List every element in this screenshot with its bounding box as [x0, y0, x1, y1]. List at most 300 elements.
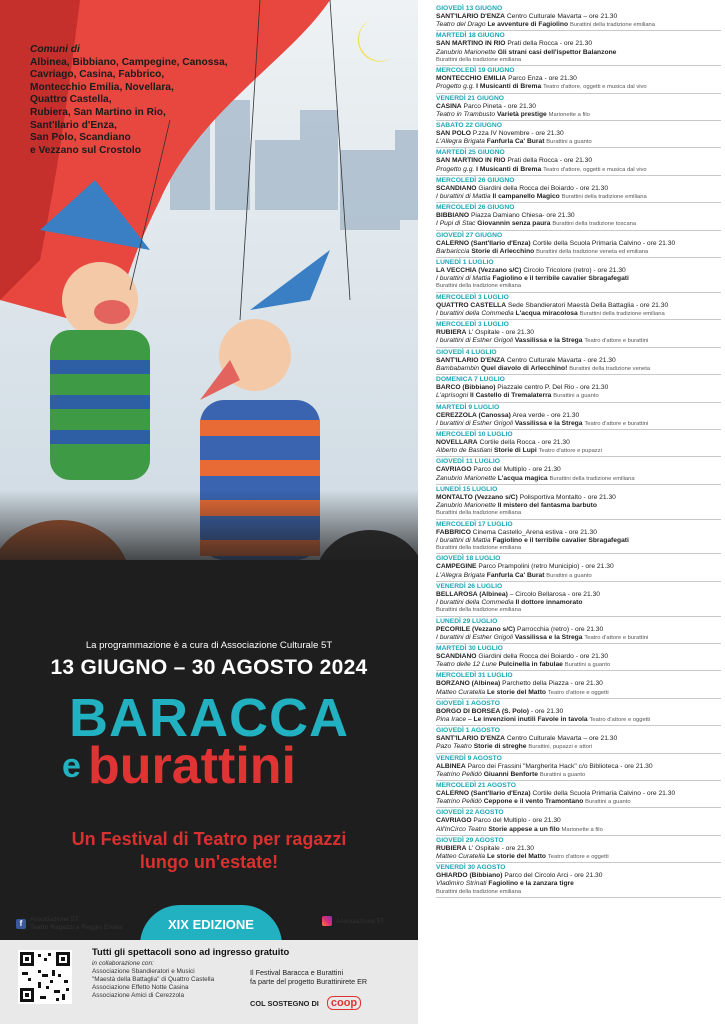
- event-item: [436, 320, 721, 347]
- event-place: RUBIERA: [436, 844, 467, 852]
- event-item: [436, 554, 721, 581]
- event-venue: L' Ospitale - ore 21.30: [468, 329, 534, 337]
- event-genre: Teatro d'attore e oggetti: [547, 689, 609, 696]
- event-company: Pazo Teatro: [436, 743, 472, 751]
- event-show-line: [436, 166, 721, 174]
- event-company: Zanubrio Marionette: [436, 501, 496, 509]
- logo-e: e: [62, 747, 81, 785]
- event-company: L'aprisogni: [436, 392, 469, 400]
- event-genre: Teatro d'attore e burattini: [584, 338, 649, 345]
- event-title: Storie di Arlecchino: [471, 247, 535, 255]
- event-show-line: [436, 447, 721, 455]
- event-place-line: [436, 817, 721, 825]
- comuni-line: Rubiera, San Martino in Rio,: [30, 106, 166, 118]
- event-item: [436, 430, 721, 457]
- event-title: Le storie del Matto: [486, 688, 547, 696]
- event-company: I burattini della Commedia: [436, 598, 514, 606]
- event-title: Fagiolino e la zanzara tigre: [488, 880, 574, 888]
- event-place: QUATTRO CASTELLA: [436, 301, 507, 309]
- event-genre: Burattini della tradizione emiliana: [436, 56, 522, 63]
- event-place: BORGO DI BORSEA (S. Polo): [436, 707, 530, 715]
- event-company: Matteo Curatella: [436, 688, 486, 696]
- event-venue: Parchetto della Piazza - ore 21.30: [502, 680, 603, 688]
- event-company: Zanubrio Marionette: [436, 48, 496, 56]
- facebook-link[interactable]: [16, 916, 122, 932]
- sponsor: [250, 996, 361, 1010]
- event-date: GIOVEDÌ 27 GIUGNO: [436, 231, 503, 239]
- event-place: MONTALTO (Vezzano s/C): [436, 493, 518, 501]
- event-place-line: [436, 872, 721, 880]
- event-genre: Burattini della tradizione emiliana: [436, 510, 522, 517]
- event-show-line: [436, 310, 721, 318]
- event-schedule: [436, 4, 721, 1024]
- event-place: CALERNO (Sant'Ilario d'Enza): [436, 239, 531, 247]
- event-item: [436, 582, 721, 617]
- event-company: Pina Irace –: [436, 715, 472, 723]
- event-item: [436, 726, 721, 753]
- comuni-list: [30, 44, 230, 157]
- event-place: CALERNO (Sant'Ilario d'Enza): [436, 790, 531, 797]
- event-place-line: [436, 735, 721, 743]
- event-place-line: [436, 653, 721, 661]
- event-show-line: [436, 275, 721, 283]
- event-show-line: [436, 420, 721, 428]
- event-date: GIOVEDÌ 29 AGOSTO: [436, 836, 504, 844]
- event-venue: Cortile della Scuola Primaria Calvino - ore 21.30: [532, 239, 676, 247]
- event-date: MERCOLEDÌ 17 LUGLIO: [436, 520, 513, 528]
- event-date: MERCOLEDÌ 21 AGOSTO: [436, 782, 516, 789]
- event-show-line: [436, 771, 721, 779]
- event-date: LUNEDÌ 15 LUGLIO: [436, 485, 498, 493]
- event-place-line: [436, 185, 721, 193]
- event-item: [436, 231, 721, 258]
- collab-item: Associazione Effetto Notte Casina: [92, 984, 189, 991]
- event-place: ALBINEA: [436, 762, 466, 770]
- event-place-line: [436, 790, 721, 798]
- event-place-line: [436, 626, 721, 634]
- event-title: Il mistero del fantasma barbuto: [497, 501, 597, 509]
- event-date: MARTEDÌ 9 LUGLIO: [436, 403, 500, 411]
- event-show-line: [436, 716, 721, 724]
- event-date: GIOVEDÌ 4 LUGLIO: [436, 348, 497, 356]
- event-item: [436, 258, 721, 293]
- event-place: BELLAROSA (Albinea): [436, 590, 508, 598]
- event-title: Quel diavolo di Arlecchino!: [480, 364, 568, 372]
- event-title: I Musicanti di Brema: [476, 165, 542, 173]
- event-item: [436, 671, 721, 698]
- comuni-line: e Vezzano sul Crostolo: [30, 144, 141, 156]
- event-show-line: [436, 798, 721, 806]
- coop-logo-icon: coop: [327, 996, 361, 1010]
- event-venue: Giardini della Rocca dei Boiardo - ore 21.30: [478, 184, 609, 192]
- event-date: GIOVEDÌ 11 LUGLIO: [436, 458, 500, 466]
- comuni-title: Comuni di: [30, 44, 80, 55]
- event-venue: Parco del Circolo Arci - ore 21.30: [504, 872, 603, 880]
- event-genre: Burattini a guanto: [539, 771, 586, 778]
- event-date: MERCOLEDÌ 10 LUGLIO: [436, 430, 513, 438]
- event-company: Teatro del Drago: [436, 21, 486, 29]
- event-place-line: [436, 40, 721, 48]
- event-place: BORZANO (Albinea): [436, 680, 501, 688]
- event-place-line: [436, 845, 721, 853]
- event-venue: Cortile della Rocca - ore 21.30: [479, 438, 570, 446]
- event-venue: Circolo Tricolore (retro) - ore 21.30: [523, 267, 626, 275]
- event-genre: Teatro d'attore e oggetti: [547, 854, 609, 861]
- event-place: SAN MARTINO IN RIO: [436, 40, 506, 48]
- event-genre: Burattini della tradizione emiliana: [436, 283, 522, 290]
- event-date: MERCOLEDÌ 26 GIUGNO: [436, 176, 515, 184]
- event-venue: Centro Culturale Mavarta - ore 21.30: [506, 356, 616, 364]
- event-genre: Burattini della tradizione emiliana: [436, 607, 522, 614]
- facebook-line: Teatro Ragazzi a Reggio Emilia: [30, 924, 122, 931]
- event-title: Fanfurla Ca' Burat: [486, 571, 545, 579]
- comuni-line: Cavriago, Casina, Fabbrico,: [30, 69, 165, 81]
- logo-burattini: burattini: [88, 737, 296, 795]
- event-genre: Burattini a guanto: [546, 139, 592, 146]
- event-venue: L' Ospitale - ore 21.30: [468, 844, 534, 852]
- event-genre: Marionette a filo: [561, 826, 603, 833]
- qr-code-icon[interactable]: [18, 950, 72, 1004]
- event-venue: Prati della Rocca - ore 21.30: [507, 40, 593, 48]
- event-date: DOMENICA 7 LUGLIO: [436, 376, 505, 384]
- event-place-line: [436, 591, 721, 599]
- event-genre: Burattini della tradizione emiliana: [436, 888, 522, 895]
- tagline-line: lungo un'estate!: [139, 852, 279, 872]
- event-title: Vassilissa e la Strega: [514, 337, 583, 345]
- event-place-line: [436, 763, 721, 771]
- free-entry-text: Tutti gli spettacoli sono ad ingresso gratuito: [92, 946, 290, 957]
- event-genre: Teatro d'attore e burattini: [584, 634, 649, 641]
- event-item: [436, 781, 721, 808]
- event-title: Le avventure di Fagiolino: [487, 21, 569, 29]
- event-place: SAN MARTINO IN RIO: [436, 157, 506, 165]
- event-item: [436, 293, 721, 320]
- instagram-label: Associazione 5T: [336, 917, 385, 925]
- event-venue: Parco Enza - ore 21.30: [508, 75, 577, 83]
- event-genre: Burattini, pupazzi e attori: [528, 744, 593, 751]
- collab-title: in collaborazione con:: [92, 960, 154, 967]
- event-title: Gli strani casi dell'ispettor Balanzone: [497, 48, 617, 56]
- event-venue: Parco del Multiplo - ore 21.30: [473, 817, 561, 825]
- event-place: CAVRIAGO: [436, 466, 472, 474]
- event-item: [436, 808, 721, 835]
- event-item: [436, 148, 721, 175]
- event-place-line: [436, 130, 721, 138]
- event-title: Giovannin senza paura: [477, 220, 551, 228]
- event-place-line: [436, 157, 721, 165]
- event-item: [436, 66, 721, 93]
- event-show-line: [436, 337, 721, 345]
- event-place: CEREZZOLA (Canossa): [436, 411, 511, 419]
- event-date: GIOVEDÌ 1 AGOSTO: [436, 727, 500, 735]
- event-venue: Area verde - ore 21.30: [512, 411, 580, 419]
- event-title: Vassilissa e la Strega: [514, 419, 583, 427]
- event-item: [436, 520, 721, 555]
- event-date: MERCOLEDÌ 3 LUGLIO: [436, 321, 509, 329]
- event-place: RUBIERA: [436, 329, 467, 337]
- event-place-line: [436, 75, 721, 83]
- event-title: Fanfurla Ca' Burat: [486, 138, 545, 146]
- event-item: [436, 403, 721, 430]
- event-show-line: [436, 111, 721, 119]
- event-place-line: [436, 103, 721, 111]
- event-item: [436, 617, 721, 644]
- event-genre: Teatro d'attore e oggetti: [589, 716, 651, 723]
- event-company: Progetto g.g.: [436, 83, 475, 91]
- event-company: Barbariccia: [436, 247, 470, 255]
- event-company: Teatro delle 12 Lune: [436, 661, 497, 669]
- event-place: CASINA: [436, 102, 462, 110]
- event-date: SABATO 22 GIUGNO: [436, 122, 502, 130]
- event-show-line: [436, 572, 721, 580]
- event-place: BIBBIANO: [436, 212, 470, 220]
- footer: [0, 940, 418, 1024]
- event-venue: Parrocchia (retro) - ore 21.30: [517, 625, 604, 633]
- event-genre: Burattini della tradizione toscana: [552, 221, 637, 228]
- event-title: Giuanni Benforte: [483, 770, 538, 778]
- event-place: SANT'ILARIO D'ENZA: [436, 356, 505, 364]
- event-place-line: [436, 267, 721, 275]
- event-place-line: [436, 329, 721, 337]
- event-place-line: [436, 680, 721, 688]
- event-item: [436, 203, 721, 230]
- event-date: LUNEDÌ 1 LUGLIO: [436, 259, 494, 267]
- event-item: [436, 485, 721, 520]
- event-genre: Burattini della tradizione veneta: [569, 365, 651, 372]
- tagline-line: Un Festival di Teatro per ragazzi: [71, 829, 347, 849]
- event-title: Vassilissa e la Strega: [514, 633, 583, 641]
- event-date: MERCOLEDÌ 31 LUGLIO: [436, 672, 513, 680]
- event-title: Pulcinella in fabulae: [498, 661, 563, 669]
- comuni-line: Quattro Castella,: [30, 94, 112, 106]
- event-place-line: [436, 529, 721, 537]
- event-genre: Burattini della tradizione emiliana: [561, 194, 647, 201]
- event-item: [436, 754, 721, 781]
- comuni-line: Montecchio Emilia, Novellara,: [30, 81, 174, 93]
- event-place: FABBRICO: [436, 528, 471, 536]
- event-place-line: [436, 240, 721, 248]
- event-title: L'acqua miracolosa: [515, 310, 578, 318]
- event-genre: Burattini della tradizione emiliana: [549, 475, 635, 482]
- event-date: GIOVEDÌ 22 AGOSTO: [436, 809, 504, 817]
- event-venue: Polisportiva Montalto - ore 21.30: [519, 493, 616, 501]
- event-company: Matteo Curatella: [436, 853, 486, 861]
- festival-info-line: Il Festival Baracca e Burattini: [250, 968, 344, 977]
- event-item: [436, 699, 721, 726]
- event-place: LA VECCHIA (Vezzano s/C): [436, 267, 522, 275]
- event-item: [436, 348, 721, 375]
- event-place: CAVRIAGO: [436, 817, 472, 825]
- event-venue: P.zza IV Novembre - ore 21.30: [472, 130, 564, 138]
- event-venue: Piazza Damiano Chiesa- ore 21.30: [470, 212, 575, 220]
- event-place: MONTECCHIO EMILIA: [436, 75, 507, 83]
- event-show-line: [436, 661, 721, 669]
- event-title: Le invenzioni inutili Favole in tavola: [473, 715, 588, 723]
- event-title: I Musicanti di Brema: [476, 83, 542, 91]
- facebook-line: Associazione 5T: [30, 916, 79, 923]
- event-date: VENERDÌ 26 LUGLIO: [436, 582, 503, 590]
- event-place: NOVELLARA: [436, 438, 478, 446]
- event-genre: Burattini a guanto: [585, 799, 631, 806]
- event-genre: Burattini a guanto: [553, 393, 599, 400]
- event-show-line: [436, 220, 721, 228]
- event-show-line: [436, 365, 721, 373]
- event-show-line: [436, 138, 721, 146]
- event-genre: Burattini a guanto: [546, 572, 592, 579]
- event-date: VENERDÌ 9 AGOSTO: [436, 754, 502, 762]
- event-venue: Prati della Rocca - ore 21.30: [507, 157, 593, 165]
- event-place: SANT'ILARIO D'ENZA: [436, 735, 505, 743]
- event-company: I Pupi di Stac: [436, 220, 476, 228]
- event-venue: Parco Prampolini (retro Municipio) - ore 21.30: [478, 563, 614, 571]
- instagram-link[interactable]: [322, 916, 384, 926]
- event-show-line: [436, 475, 721, 483]
- event-company: Zanubrio Marionette: [436, 474, 496, 482]
- event-title: Le storie del Matto: [486, 853, 547, 861]
- event-venue: Parco del Multiplo - ore 21.30: [473, 466, 561, 474]
- event-genre: Burattini della tradizione emiliana: [569, 22, 656, 29]
- event-place: SANT'ILARIO D'ENZA: [436, 13, 505, 20]
- collab-item: Associazione Amici di Cerezzola: [92, 992, 184, 999]
- event-company: Vladimiro Strinati: [436, 880, 487, 888]
- sponsor-label: COL SOSTEGNO DI: [250, 998, 319, 1008]
- event-place-line: [436, 212, 721, 220]
- event-date: MARTEDÌ 25 GIUGNO: [436, 149, 505, 157]
- event-title: Storie appese a un filo: [488, 825, 560, 833]
- collab-item: "Maestà della Battaglia" di Quattro Castella: [92, 976, 215, 983]
- event-venue: Centro Culturale Mavarta – ore 21.30: [506, 13, 618, 20]
- event-date: MARTEDÌ 18 GIUGNO: [436, 32, 505, 40]
- event-item: [436, 176, 721, 203]
- event-title: Storie di streghe: [473, 743, 527, 751]
- event-place-line: [436, 708, 721, 716]
- event-date: LUNEDÌ 29 LUGLIO: [436, 617, 498, 625]
- event-item: [436, 863, 721, 898]
- event-date: GIOVEDÌ 18 LUGLIO: [436, 555, 501, 563]
- event-place-line: [436, 563, 721, 571]
- event-company: Teatrino Pellidò: [436, 798, 482, 806]
- logo-baracca: BARACCA: [69, 688, 349, 748]
- event-genre: Teatro d'attore e burattini: [584, 420, 649, 427]
- event-place-line: [436, 412, 721, 420]
- comuni-line: Albinea, Bibbiano, Campegine, Canossa,: [30, 56, 228, 68]
- event-genre: Burattini della tradizione veneta ed emiliana: [536, 248, 649, 255]
- event-company: All'InCirco Teatro: [436, 825, 487, 833]
- event-item: [436, 94, 721, 121]
- event-item: [436, 121, 721, 148]
- comuni-line: San Polo, Scandiano: [30, 132, 131, 144]
- event-place: CAMPEGINE: [436, 563, 477, 571]
- event-place-line: [436, 13, 721, 21]
- event-show-line: [436, 689, 721, 697]
- event-venue: - ore 21.30: [530, 707, 564, 715]
- event-company: Teatrino Pellidò: [436, 770, 482, 778]
- event-genre: Burattini a guanto: [564, 662, 611, 669]
- event-venue: Centro Culturale Mavarta – ore 21.30: [506, 735, 618, 743]
- event-genre: Teatro d'attore, oggetti e musica dal vivo: [543, 84, 647, 91]
- event-venue: Piazzale centro P. Del Rio - ore 21.30: [497, 384, 609, 392]
- event-show-line: [436, 392, 721, 400]
- event-date: VENERDÌ 30 AGOSTO: [436, 864, 506, 872]
- facebook-icon: f: [16, 919, 26, 929]
- event-place: PECORILE (Vezzano s/C): [436, 625, 516, 633]
- event-place-line: [436, 494, 721, 502]
- event-company: I burattini di Mattia: [436, 275, 491, 283]
- event-show-line: [436, 743, 721, 751]
- event-company: I burattini di Mattia: [436, 193, 491, 201]
- event-title: Fagiolino e il terribile cavalier Sbragafegati: [492, 536, 629, 544]
- event-show-line: [436, 83, 721, 91]
- event-show-line: [436, 49, 721, 57]
- event-show-line: [436, 21, 721, 29]
- event-show-line: [436, 248, 721, 256]
- event-date: MERCOLEDÌ 19 GIUGNO: [436, 67, 515, 75]
- event-genre: Teatro d'attore, oggetti e musica dal vivo: [543, 166, 647, 173]
- event-venue: Sede Sbandieratori Maestà Della Battaglia - ore 21.30: [507, 301, 669, 309]
- event-date: VENERDÌ 21 GIUGNO: [436, 94, 505, 102]
- event-item: [436, 4, 721, 31]
- event-date: GIOVEDÌ 13 GIUGNO: [436, 5, 503, 12]
- event-company: Bambabambin: [436, 364, 480, 372]
- event-item: [436, 375, 721, 402]
- event-date: GIOVEDÌ 1 AGOSTO: [436, 699, 500, 707]
- event-title: Varietà prestige: [496, 110, 547, 118]
- event-place-line: [436, 384, 721, 392]
- event-company: Alberto de Bastiani: [436, 447, 493, 455]
- event-show-line: [436, 634, 721, 642]
- event-date: MERCOLEDÌ 26 GIUGNO: [436, 204, 515, 212]
- event-title: Ceppone e il vento Tramontano: [483, 798, 584, 806]
- event-company: I burattini della Commedia: [436, 310, 514, 318]
- event-item: [436, 31, 721, 66]
- event-title: Storie di Lupi: [494, 447, 537, 455]
- event-show-line: [436, 502, 721, 510]
- event-genre: Burattini della tradizione emiliana: [579, 311, 665, 318]
- event-place-line: [436, 439, 721, 447]
- event-company: Progetto g.g.: [436, 165, 475, 173]
- event-venue: Giardini della Rocca dei Boiardo - ore 21.30: [478, 652, 609, 660]
- event-show-line: [436, 599, 721, 607]
- event-date: MARTEDÌ 30 LUGLIO: [436, 644, 503, 652]
- event-genre: Marionette a filo: [548, 111, 590, 118]
- tagline: [0, 828, 418, 874]
- event-company: I burattini di Mattia: [436, 536, 491, 544]
- event-item: [436, 644, 721, 671]
- event-title: Il Castello di Tremalaterra: [470, 392, 552, 400]
- event-genre: Burattini della tradizione emiliana: [436, 544, 522, 551]
- event-show-line: [436, 826, 721, 834]
- event-place: SCANDIANO: [436, 184, 477, 192]
- event-item: [436, 457, 721, 484]
- event-title: Il dottore innamorato: [515, 598, 583, 606]
- event-place: BARCO (Bibbiano): [436, 384, 496, 392]
- event-venue: Cortile della Scuola Primaria Calvino - ore 21.30: [532, 790, 676, 797]
- curator-text: La programmazione è a cura di Associazione Culturale 5T: [85, 640, 333, 651]
- event-venue: Parco dei Frassini "Margherita Hack" c/o Biblioteca - ore 21.30: [467, 762, 653, 770]
- collab-item: Associazione Sbandieratori e Musici: [92, 968, 195, 975]
- event-title: Fagiolino e il terribile cavalier Sbragafegati: [492, 275, 629, 283]
- event-company: I burattini di Esther Grigoli: [436, 633, 513, 641]
- event-date: MERCOLEDÌ 3 LUGLIO: [436, 293, 509, 301]
- event-place-line: [436, 302, 721, 310]
- event-place-line: [436, 357, 721, 365]
- event-company: L'Allegra Brigata: [436, 571, 485, 579]
- event-title: L'acqua magica: [497, 474, 548, 482]
- collaborators: [92, 960, 242, 1000]
- event-show-line: [436, 193, 721, 201]
- event-company: I burattini di Esther Grigoli: [436, 337, 513, 345]
- event-venue: – Circolo Bellarosa - ore 21.30: [509, 590, 601, 598]
